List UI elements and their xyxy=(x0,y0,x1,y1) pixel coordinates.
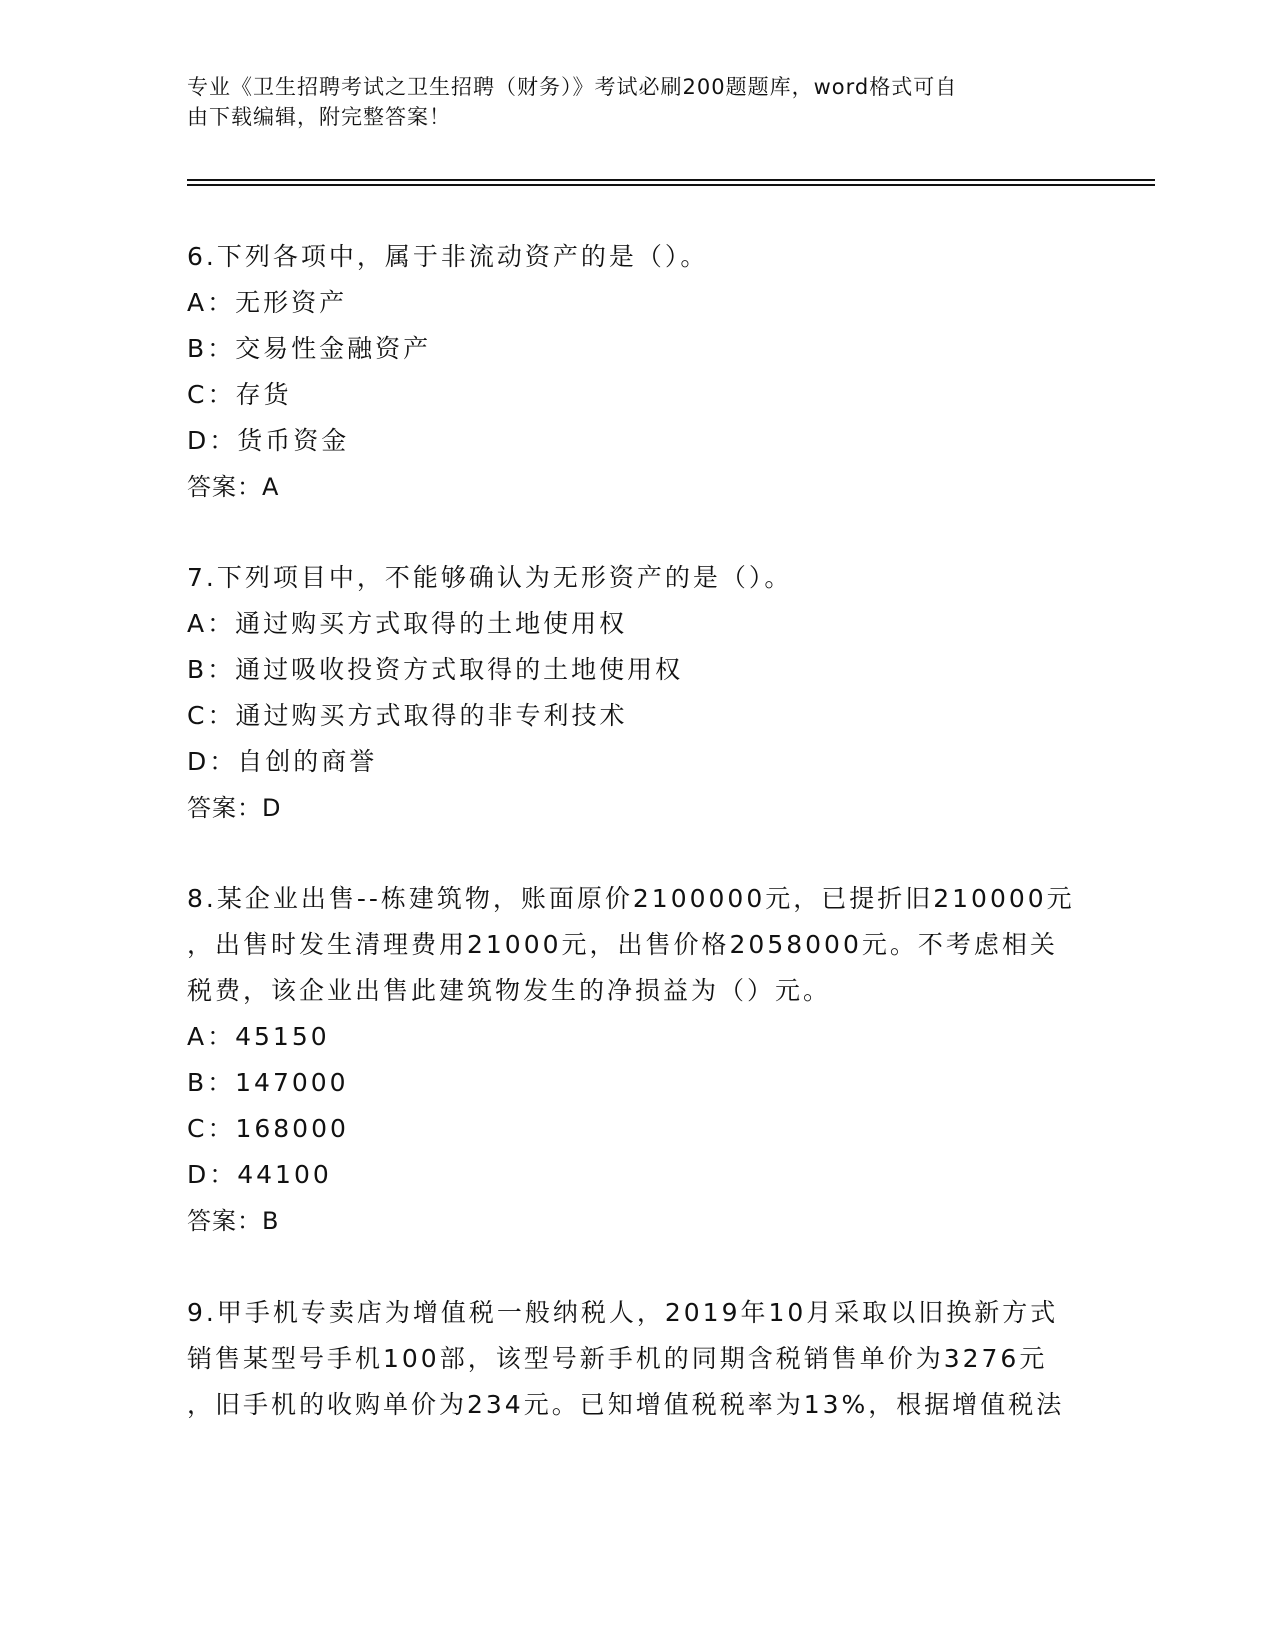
question-8 xyxy=(187,876,1087,1244)
option-d: D：货币资金 xyxy=(187,426,350,455)
answer: 答案：B xyxy=(187,1207,280,1235)
option-a: A：45150 xyxy=(187,1022,330,1051)
question-stem-line: ，出售时发生清理费用21000元，出售价格2058000元。不考虑相关 xyxy=(187,930,1058,959)
header-rule-bottom xyxy=(187,184,1155,186)
question-stem-line: 9.甲手机专卖店为增值税一般纳税人，2019年10月采取以旧换新方式 xyxy=(187,1298,1059,1327)
question-7 xyxy=(187,555,1087,831)
question-stem-line: ，旧手机的收购单价为234元。已知增值税税率为13%，根据增值税法 xyxy=(187,1390,1065,1419)
option-d: D：44100 xyxy=(187,1160,332,1189)
header-line: 专业《卫生招聘考试之卫生招聘（财务）》考试必刷200题题库，word格式可自 xyxy=(187,75,958,99)
question-stem: 6.下列各项中，属于非流动资产的是（）。 xyxy=(187,242,709,271)
option-c: C：通过购买方式取得的非专利技术 xyxy=(187,701,628,730)
answer: 答案：A xyxy=(187,473,280,501)
option-a: A：通过购买方式取得的土地使用权 xyxy=(187,609,628,638)
option-c: C：存货 xyxy=(187,380,292,409)
header-line: 由下载编辑，附完整答案！ xyxy=(187,105,451,129)
option-d: D：自创的商誉 xyxy=(187,747,378,776)
option-c: C：168000 xyxy=(187,1114,349,1143)
answer: 答案：D xyxy=(187,794,282,822)
question-stem-line: 销售某型号手机100部，该型号新手机的同期含税销售单价为3276元 xyxy=(187,1344,1048,1373)
question-stem-line: 税费，该企业出售此建筑物发生的净损益为（）元。 xyxy=(187,976,832,1005)
question-stem: 7.下列项目中，不能够确认为无形资产的是（）。 xyxy=(187,563,793,592)
question-6 xyxy=(187,234,1087,510)
option-b: B：147000 xyxy=(187,1068,349,1097)
option-b: B：通过吸收投资方式取得的土地使用权 xyxy=(187,655,684,684)
header-rule-top xyxy=(187,179,1155,181)
document-header xyxy=(187,72,1087,132)
question-stem-line: 8.某企业出售--栋建筑物，账面原价2100000元，已提折旧210000元 xyxy=(187,884,1075,913)
question-9 xyxy=(187,1290,1087,1428)
option-b: B：交易性金融资产 xyxy=(187,334,432,363)
option-a: A：无形资产 xyxy=(187,288,348,317)
